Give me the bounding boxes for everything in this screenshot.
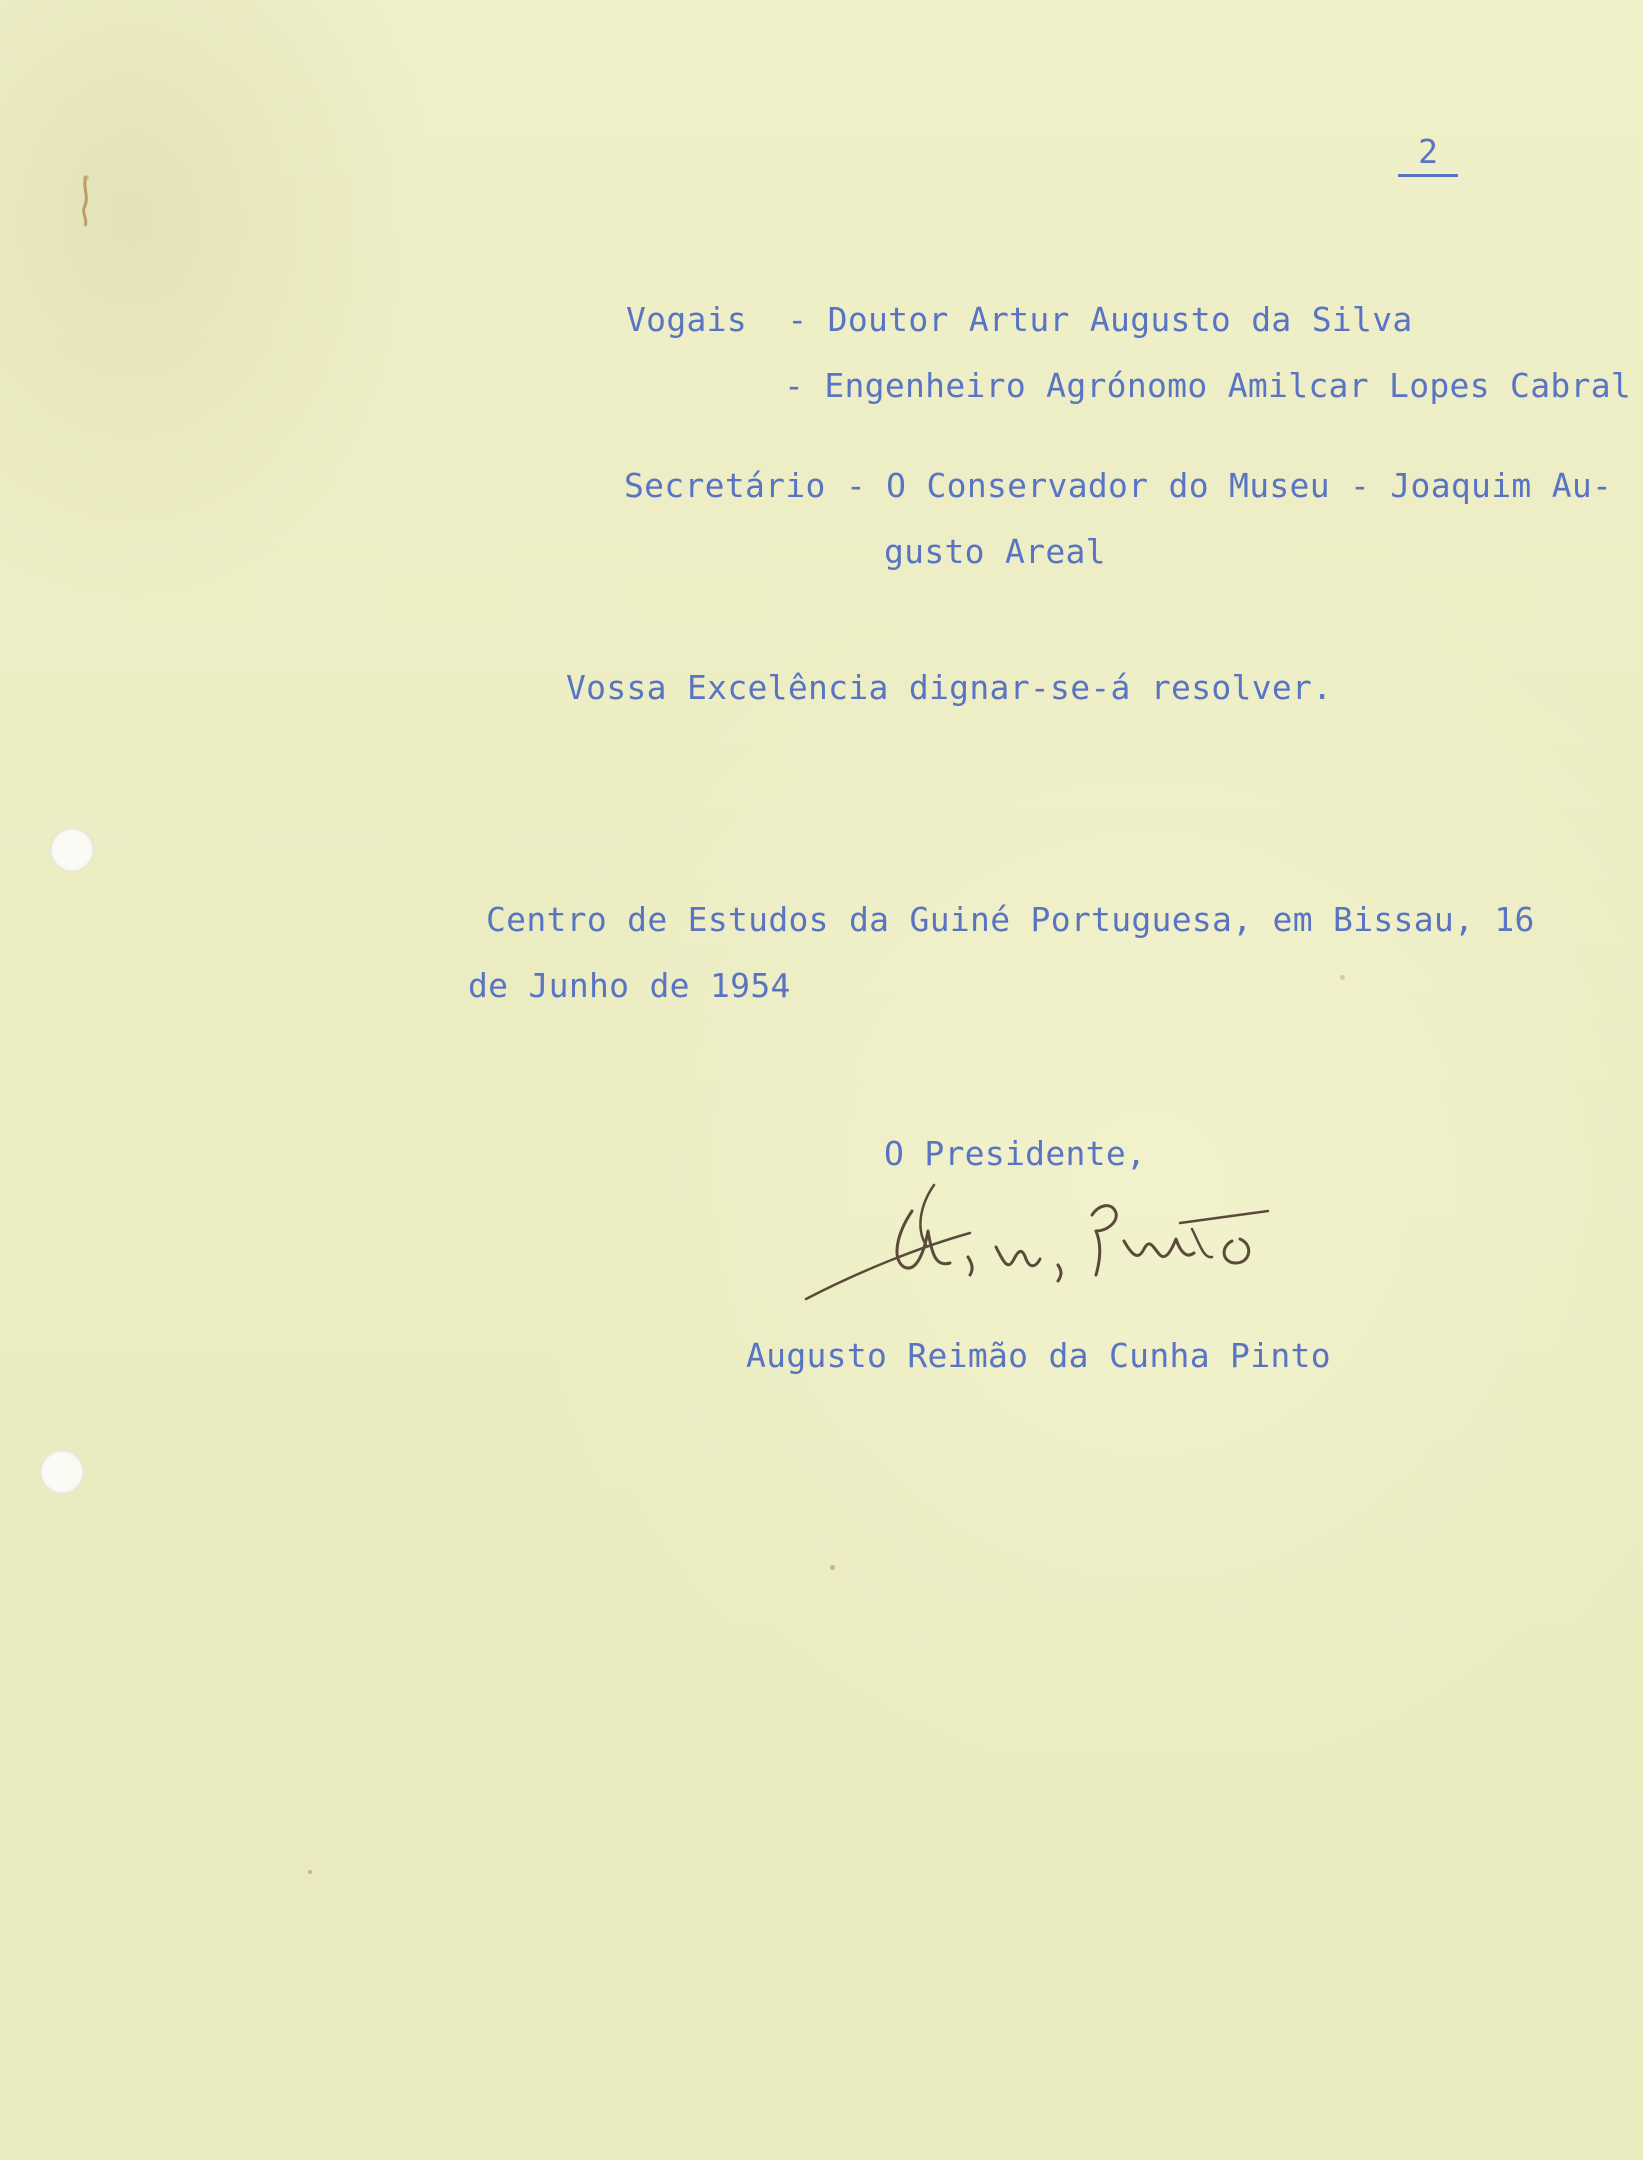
- paper-speck: [308, 1870, 312, 1874]
- resolution-line: Vossa Excelência dignar-se-á resolver.: [566, 668, 1333, 707]
- page-number: 2: [1398, 132, 1458, 177]
- closing-line: O Presidente,: [884, 1134, 1147, 1173]
- paper-speck: [1340, 975, 1345, 980]
- vogais-line-1: Vogais - Doutor Artur Augusto da Silva: [626, 300, 1413, 339]
- rust-stain-icon: [70, 170, 100, 230]
- signatory-name: Augusto Reimão da Cunha Pinto: [746, 1336, 1331, 1375]
- punch-hole: [40, 1450, 84, 1494]
- paper-speck: [830, 1565, 835, 1570]
- punch-hole: [50, 828, 94, 872]
- place-date-line-1: Centro de Estudos da Guiné Portuguesa, em Bissau, 16: [486, 900, 1535, 939]
- secretario-line-2: gusto Areal: [884, 532, 1106, 571]
- place-date-line-2: de Junho de 1954: [468, 966, 791, 1005]
- handwritten-signature-icon: [800, 1175, 1320, 1315]
- secretario-line-1: Secretário - O Conservador do Museu - Joaquim Au-: [624, 466, 1613, 505]
- vogais-line-2: - Engenheiro Agrónomo Amilcar Lopes Cabral: [784, 366, 1632, 405]
